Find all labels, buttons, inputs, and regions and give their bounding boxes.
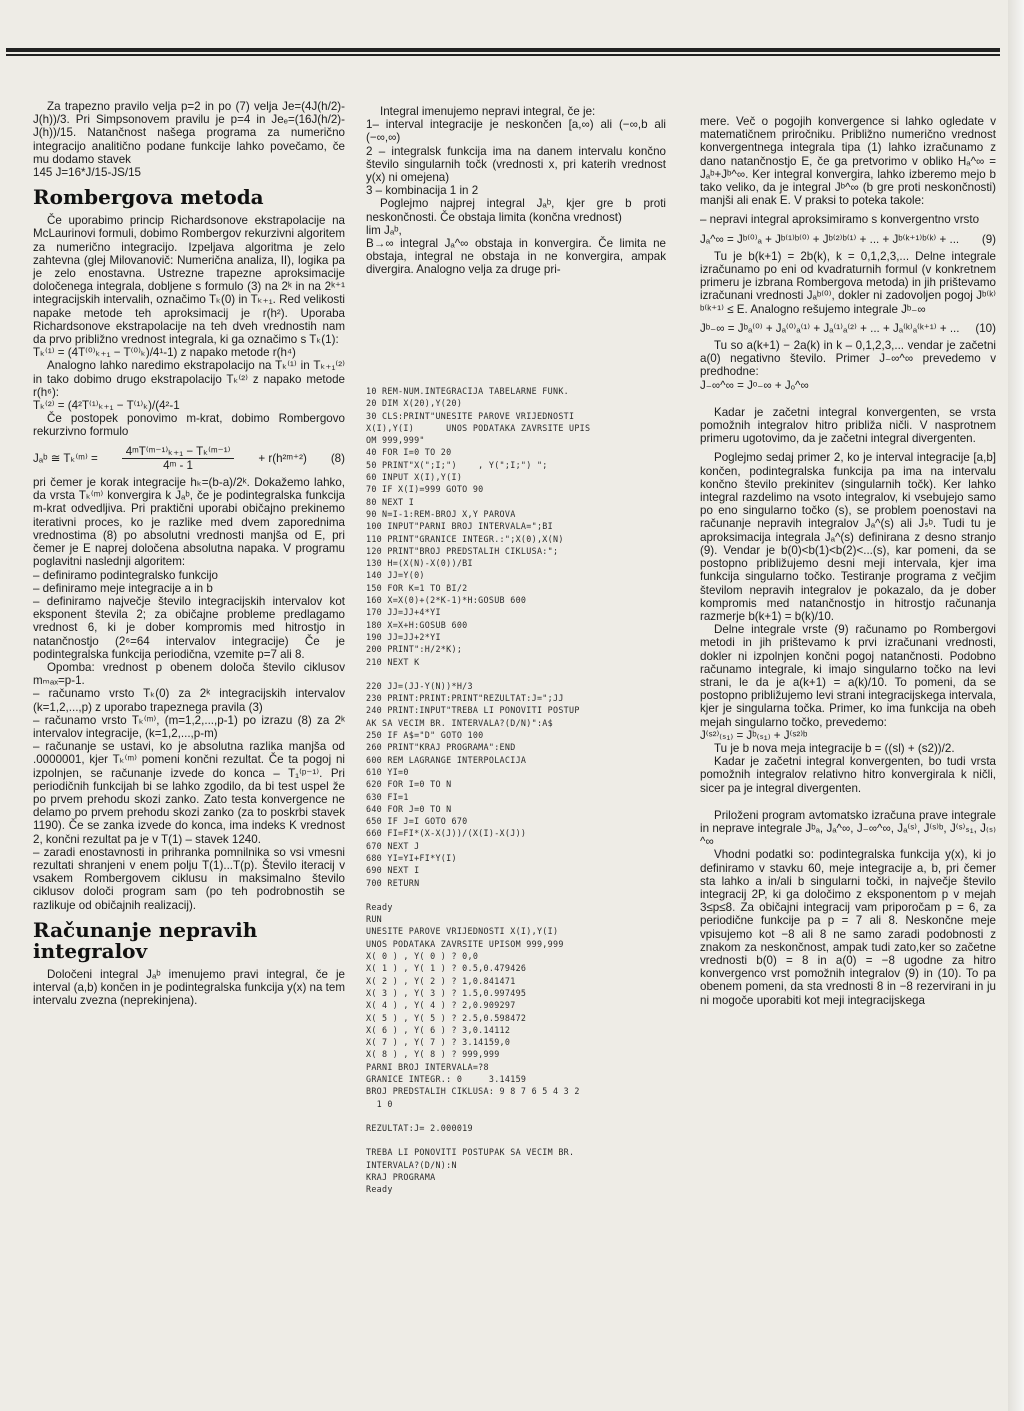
list-item: – definiramo podintegralsko funkcijo bbox=[33, 568, 218, 582]
code-line: 220 JJ=(JJ-Y(N))*H/3 bbox=[366, 680, 473, 691]
code-line: 640 FOR J=0 TO N bbox=[366, 803, 452, 814]
fraction-numerator: 4ᵐT⁽ᵐ⁻¹⁾ₖ₊₁ − Tₖ⁽ᵐ⁻¹⁾ bbox=[122, 445, 235, 459]
code-line: 80 NEXT I bbox=[366, 496, 415, 507]
section-heading-romberg: Rombergova metoda bbox=[33, 185, 264, 210]
paragraph: Tu je b nova meja integracije b = ((sl) + (s2))/2. bbox=[714, 741, 955, 755]
code-line: 40 FOR I=0 TO 20 bbox=[366, 447, 452, 458]
code-line bbox=[366, 1110, 666, 1122]
program-listing bbox=[366, 385, 666, 1195]
column-left bbox=[33, 100, 345, 1007]
code-line: PARNI BROJ INTERVALA=?8 bbox=[366, 1061, 489, 1072]
paragraph: Če uporabimo princip Richardsonove ekstrapolacije na McLaurinovi formuli, dobimo Rombergov rekurzivni algoritem za numerično integracijo. Izpeljava algoritma je zelo zahtevna (glej Milovanovič: Numerična analiza, II), logika pa je zelo enostavna. Ustrezne trapezne aproksimacije določenega integrala, dobljene s formulo (3) na 2ᵏ in na 2ᵏ⁺¹ integracijskih intervalih, označimo Tₖ(0) in Tₖ₊₁. Red velikosti napake metode teh aproksimacij je r(h²). Uporaba Richardsonove ekstrapolacije na teh dveh vrednostih nam da prvo približno vrednost integrala, ki ga označimo s Tₖ(1): bbox=[33, 214, 345, 347]
code-line: 190 JJ=JJ+2*YI bbox=[366, 631, 441, 642]
equation-lhs: Jₐᵇ ≅ Tₖ⁽ᵐ⁾ = bbox=[33, 451, 98, 465]
code-line: Ready bbox=[366, 1184, 393, 1195]
paragraph: Integral imenujemo nepravi integral, če je: bbox=[380, 105, 596, 118]
equation-body: Jᵇ₋∞ = Jᵇₐ⁽⁰⁾ + Jₐ⁽⁰⁾ₐ⁽¹⁾ + Jₐ⁽¹⁾ₐ⁽²⁾ + ... + Jₐ⁽ᵏ⁾ₐ⁽ᵏ⁺¹⁾ + ... bbox=[700, 321, 960, 335]
fraction-denominator: 4ᵐ - 1 bbox=[163, 458, 193, 472]
list-item: 1– interval integracije je neskončen [a,∞) ali (−∞,b ali (−∞,∞) bbox=[366, 118, 666, 145]
list-item: – računamo vrsto Tₖ⁽ᵐ⁾, (m=1,2,...,p-1) po izrazu (8) za 2ᵏ intervalov integracije, (k=1,2,...,p-m) bbox=[33, 713, 345, 740]
equation-9 bbox=[700, 233, 996, 246]
code-line bbox=[366, 889, 666, 901]
code-line: 90 N=I-1:REM-BROJ X,Y PAROVA bbox=[366, 508, 516, 519]
formula-t2: Tₖ⁽²⁾ = (4²T⁽¹⁾ₖ₊₁ − T⁽¹⁾ₖ)/(4²-1 bbox=[33, 399, 180, 413]
code-line: 230 PRINT:PRINT:PRINT"REZULTAT:J=";JJ bbox=[366, 693, 564, 704]
equation-number: (10) bbox=[975, 321, 996, 335]
list-item: – računanje se ustavi, ko je absolutna razlika manjša od .0000001, kjer Tₖ⁽ᵐ⁾ pomeni končni rezultat. Če ta pogoj ni izpolnjen, se računanje izvede do konca – T₁⁽ᵖ⁻¹⁾. Pri periodičnih funkcijah bi se lahko zgodilo, da bi test uspel že po prvem prehodu skozi zanko. Zato testa konvergence ne delamo po prvem prehodu skozi zanko (za to poskrbi stavek 1190). Če se zanka izvede do konca, ima indeks K vrednost 2, končni rezultat pa je v T(1) – stavek 1240. bbox=[33, 740, 345, 846]
code-line: OM 999,999" bbox=[366, 435, 425, 446]
code-line bbox=[366, 668, 666, 680]
paragraph: Priloženi program avtomatsko izračuna prave integrale in neprave integrale Jᵇₐ, Jₐ^∞, J₋∞^∞, Jₐ⁽ˢ⁾, J⁽ˢ⁾ᵇ, J⁽ˢ⁾ₛ₁, J₍ₛ₎^∞ bbox=[700, 808, 996, 849]
code-line: 250 IF A$="D" GOTO 100 bbox=[366, 730, 484, 741]
code-line: 170 JJ=JJ+4*YI bbox=[366, 607, 441, 618]
code-line: X(I),Y(I) UNOS PODATAKA ZAVRSITE UPIS bbox=[366, 422, 591, 433]
code-line: X( 5 ) , Y( 5 ) ? 2.5,0.598472 bbox=[366, 1012, 527, 1023]
paragraph: Kadar je začetni integral konvergenten, se vrsta pomožnih integralov hitro približa ničli. V nasprotnem primeru ugotovimo, da je začetni integral divergenten. bbox=[700, 405, 996, 446]
code-line: INTERVALA?(D/N):N bbox=[366, 1159, 457, 1170]
code-line: UNOS PODATAKA ZAVRSITE UPISOM 999,999 bbox=[366, 938, 564, 949]
code-line: 20 DIM X(20),Y(20) bbox=[366, 398, 463, 409]
paragraph: B→∞ integral Jₐ^∞ obstaja in konvergira. Če limita ne obstaja, integral ne obstaja in ne konvergira, ampak divergira. Analogno velja za druge pri- bbox=[366, 237, 666, 277]
code-line: UNESITE PAROVE VRIJEDNOSTI X(I),Y(I) bbox=[366, 926, 559, 937]
code-line: X( 7 ) , Y( 7 ) ? 3.14159,0 bbox=[366, 1037, 511, 1048]
list-item: – računamo vrsto Tₖ(0) za 2ᵏ integracijskih intervalov (k=1,2,...,p) z uporabo trapeznega pravila (3) bbox=[33, 687, 345, 714]
code-line: 660 FI=FI*(X-X(J))/(X(I)-X(J)) bbox=[366, 828, 527, 839]
equation-rhs: + r(h²ᵐ⁺²) bbox=[258, 451, 307, 465]
limit-expression: lim Jₐᵇ, bbox=[366, 223, 402, 237]
code-line: TREBA LI PONOVITI POSTUPAK SA VECIM BR. bbox=[366, 1147, 575, 1158]
code-line: 240 PRINT:INPUT"TREBA LI PONOVITI POSTUP bbox=[366, 705, 580, 716]
list-item: 2 – integralsk funkcija ima na danem intervalu končno število singularnih točk (vrednosti x, pri katerih vrednost y(x) ni omejena) bbox=[366, 144, 666, 185]
code-line: X( 3 ) , Y( 3 ) ? 1.5,0.997495 bbox=[366, 987, 527, 998]
equation-10 bbox=[700, 322, 996, 335]
equation-number: (8) bbox=[330, 451, 345, 465]
paragraph: Opomba: vrednost p obenem določa število ciklusov mₘₐₓ=p-1. bbox=[33, 660, 345, 688]
paragraph: Kadar je začetni integral konvergenten, bo tudi vrsta pomožnih integralov relativno hitro konvergirala k ničli, sicer pa je integral divergenten. bbox=[700, 755, 996, 795]
equation-12: J⁽ˢ²⁾₍ₛ₁₎ = Jᵇ₍ₛ₁₎ + J⁽ˢ²⁾ᵇ bbox=[700, 728, 808, 742]
paragraph: pri čemer je korak integracije hₖ=(b-a)/2ᵏ. Dokažemo lahko, da vrsta Tₖ⁽ᵐ⁾ konvergira k Jₐᵇ, če je podintegralska funkcija m-krat odvedljiva. Pri praktični uporabi običajno prekinemo iterativni proces, ko je razlike med dvem zaporednima vrednostima (8) po absolutni vrednosti manjša od E, pri čemer je E naprej določena absolutna napaka. V programu poglavitni naslednji algoritem: bbox=[33, 476, 345, 569]
code-line: 200 PRINT":H/2*K); bbox=[366, 644, 463, 655]
code-line: 180 X=X+H:GOSUB 600 bbox=[366, 619, 468, 630]
page-edge bbox=[1008, 0, 1024, 1411]
code-line: Ready bbox=[366, 901, 393, 912]
code-line: 120 PRINT"BROJ PREDSTALIH CIKLUSA:"; bbox=[366, 545, 559, 556]
equation-fraction bbox=[122, 445, 235, 472]
equation-number: (9) bbox=[981, 232, 996, 246]
code-line: 10 REM-NUM.INTEGRACIJA TABELARNE FUNK. bbox=[366, 386, 570, 396]
code-line: 680 YI=YI+FI*Y(I) bbox=[366, 852, 457, 863]
paragraph: Vhodni podatki so: podintegralska funkcija y(x), ki jo definiramo v stavku 60, meje integracije a, b, pri čemer sta lahko a in/ali b singularni točki, in največje število integracij 2P, ki ga določimo z eksponentom p v mejah 3≤p≤8. Za običajni integracij vam priporočam p = 6, za periodične funkcije pa p = 7 ali 8. Neskončne meje vpisujemo kot −8 ali 8 ne samo zaradi podobnosti z znakom za neskončnost, ampak tudi zato,ker so začetne vrednosti b(0) = 8 in a(0) = −8 ugodne za hitro konvergenco vrst pomožnih integralov (9) in (10). To pa obenem pomeni, da sta vrednosti 8 in −8 rezervirani in ju ni mogoče uporabiti kot meji integracijskega bbox=[700, 848, 996, 1007]
paragraph: Poglejmo sedaj primer 2, ko je interval integracije [a,b] končen, podintegralska funkcija pa ima na intervalu končno število prekinitev (singularnih točk). Ker lahko integral razdelimo na vsoto integralov, ki vsebujejo samo po eno singularno točko (s), se problem poenostavi na računanje nepravih integralov Jₐ^(s) ali Jₛᵇ. Tudi tu je aproksimacija integrala Jₐ^(s) definirana z desno stranjo (9). Vendar je b(0)<b(1)<b(2)<...(s), kar pomeni, da se postopno približujemo desni meji intervala, kjer ima funkcija singularno točko. Testiranje programa z večjim številom nepravih integralov je pokazalo, da je dober kompromis med natančnostjo in hitrostjo računanja razmerje b(k+1) = b(k)/10. bbox=[700, 451, 996, 623]
code-line: 150 FOR K=1 TO BI/2 bbox=[366, 582, 468, 593]
code-line: RUN bbox=[366, 914, 383, 925]
code-line: 610 YI=0 bbox=[366, 766, 409, 777]
paragraph: Tu je b(k+1) = 2b(k), k = 0,1,2,3,... Delne integrale izračunamo po eni od kvadraturnih formul (v konkretnem primeru je izbrana Rombergova metoda) in jih prištevamo izračunani vrednosti Jₐᵇ⁽⁰⁾, dokler ni zadovoljen pogoj Jᵇ⁽ᵏ⁾ᵇ⁽ᵏ⁺¹⁾ ≤ E. Analogno rešujemo integrale Jᵇ₋∞ bbox=[700, 249, 996, 316]
paragraph: Delne integrale vrste (9) računamo po Rombergovi metodi in jih prištevamo k prvi izračunani vrednosti, dokler ni izpolnjen končni pogoj natančnosti. Podobno računamo integrale, ki imajo singularno točko na levi strani, le da je a(k+1) = a(k)/10. To pomeni, da se postopno približujemo levi strani integracijskega intervala, kjer je singularna točka. Primer, ko ima funkcija na obeh mejah singularno točko, prevedemo: bbox=[700, 623, 996, 729]
code-line: 700 RETURN bbox=[366, 877, 420, 888]
section-heading-improper: Računanje nepravih integralov bbox=[33, 917, 258, 963]
code-line: 600 REM LAGRANGE INTERPOLACIJA bbox=[366, 754, 527, 765]
basic-statement: 145 J=16*J/15-JS/15 bbox=[33, 166, 141, 180]
code-line: 1 0 bbox=[366, 1098, 393, 1109]
code-line: 100 INPUT"PARNI BROJ INTERVALA=";BI bbox=[366, 521, 553, 532]
code-line: BROJ PREDSTALIH CIKLUSA: 9 8 7 6 5 4 3 2 bbox=[366, 1086, 580, 1097]
code-line: 60 INPUT X(I),Y(I) bbox=[366, 472, 463, 483]
code-line: 30 CLS:PRINT"UNESITE PAROVE VRIJEDNOSTI bbox=[366, 410, 575, 421]
code-line: KRAJ PROGRAMA bbox=[366, 1171, 436, 1182]
paragraph: Če postopek ponovimo m-krat, dobimo Rombergovo rekurzivno formulo bbox=[33, 412, 345, 439]
code-line: 210 NEXT K bbox=[366, 656, 420, 667]
list-item: – zaradi enostavnosti in prihranka pomnilnika so vsi vmesni rezultati shranjeni v enem polju T(1)...T(p). Število iteracij v vsakem Rombergovem ciklusu in maksimalno število ciklusov določi program sam (po teh podrobnostih se razlikuje od običajnih realizacij). bbox=[33, 845, 345, 912]
code-line: 260 PRINT"KRAJ PROGRAMA":END bbox=[366, 742, 516, 753]
code-line: 130 H=(X(N)-X(0))/BI bbox=[366, 558, 473, 569]
equation-body: Jₐ^∞ = Jᵇ⁽⁰⁾ₐ + Jᵇ⁽¹⁾ᵇ⁽⁰⁾ + Jᵇ⁽²⁾ᵇ⁽¹⁾ + ... + Jᵇ⁽ᵏ⁺¹⁾ᵇ⁽ᵏ⁾ + ... bbox=[700, 232, 960, 246]
list-item: – definiramo meje integracije a in b bbox=[33, 581, 213, 595]
code-line: 50 PRINT"X(";I;") , Y(";I;") "; bbox=[366, 459, 548, 470]
code-line: 630 FI=1 bbox=[366, 791, 409, 802]
column-right bbox=[700, 115, 996, 1007]
code-line: 70 IF X(I)=999 GOTO 90 bbox=[366, 484, 484, 495]
paragraph: Analogno lahko naredimo ekstrapolacijo na Tₖ⁽¹⁾ in Tₖ₊₁⁽²⁾ in tako dobimo drugo ekstrapolacijo Tₖ⁽²⁾ z napako metode r(h⁶): bbox=[33, 359, 345, 399]
code-line: 670 NEXT J bbox=[366, 840, 420, 851]
code-line: X( 8 ) , Y( 8 ) ? 999,999 bbox=[366, 1049, 500, 1060]
list-item: 3 – kombinacija 1 in 2 bbox=[366, 184, 479, 198]
header-rule bbox=[6, 48, 1000, 52]
paragraph: – nepravi integral aproksimiramo s konvergentno vrsto bbox=[700, 213, 980, 227]
paragraph: Tu so a(k+1) − 2a(k) in k – 0,1,2,3,... vendar je začetni a(0) negativno število. Primer J₋∞^∞ prevedemo v predhodne: bbox=[700, 339, 996, 379]
paragraph: mere. Več o pogojih konvergence si lahko ogledate v matematičnem priročniku. Približno numerično vrednost konvergentnega integrala tipa (1) lahko izračunamo z dano natančnostjo E, če ga pretvorimo v obliko Hₐ^∞ = Jₐᵇ+Jᵇ^∞. Ker integral konvergira, lahko izberemo mejo b tako veliko, da je integral Jᵇ^∞ (b gre proti neskončnosti) manjši ali enak E. V praksi to poteka takole: bbox=[700, 115, 996, 208]
paragraph: Določeni integral Jₐᵇ imenujemo pravi integral, če je interval (a,b) končen in je podintegralska funkcija y(x) na tem intervalu zvezna (neprekinjena). bbox=[33, 967, 345, 1008]
column-middle bbox=[366, 105, 666, 277]
code-line: GRANICE INTEGR.: 0 3.14159 bbox=[366, 1074, 527, 1085]
paragraph: Poglejmo najprej integral Jₐᵇ, kjer gre b proti neskončnosti. Če obstaja limita (končna vrednost) bbox=[366, 197, 666, 224]
code-line: 160 X=X(0)+(2*K-1)*H:GOSUB 600 bbox=[366, 595, 527, 606]
equation-11: J₋∞^∞ = Jᵒ₋∞ + Jₒ^∞ bbox=[700, 378, 809, 392]
code-line: X( 2 ) , Y( 2 ) ? 1,0.841471 bbox=[366, 975, 516, 986]
code-line: X( 1 ) , Y( 1 ) ? 0.5,0.479426 bbox=[366, 963, 527, 974]
code-line: 690 NEXT I bbox=[366, 865, 420, 876]
code-line: X( 4 ) , Y( 4 ) ? 2,0.909297 bbox=[366, 1000, 516, 1011]
code-line bbox=[366, 1134, 666, 1146]
code-line: 110 PRINT"GRANICE INTEGR.:";X(0),X(N) bbox=[366, 533, 564, 544]
formula-t1: Tₖ⁽¹⁾ = (4T⁽⁰⁾ₖ₊₁ − T⁽⁰⁾ₖ)/4¹-1) z napako metode r(h⁴) bbox=[33, 346, 296, 360]
header-rule-thin bbox=[6, 54, 1000, 56]
code-line: AK SA VECIM BR. INTERVALA?(D/N)":A$ bbox=[366, 717, 553, 728]
code-line: 140 JJ=Y(0) bbox=[366, 570, 425, 581]
code-line: 650 IF J=I GOTO 670 bbox=[366, 816, 468, 827]
code-line: X( 0 ) , Y( 0 ) ? 0,0 bbox=[366, 951, 479, 962]
code-line: X( 6 ) , Y( 6 ) ? 3,0.14112 bbox=[366, 1024, 511, 1035]
equation-8 bbox=[33, 445, 345, 472]
code-line: 620 FOR I=0 TO N bbox=[366, 779, 452, 790]
code-line: REZULTAT:J= 2.000019 bbox=[366, 1122, 473, 1133]
paragraph: Za trapezno pravilo velja p=2 in po (7) velja Je=(4J(h/2)-J(h))/3. Pri Simpsonovem pravilu je p=4 in Jeₑ=(16J(h/2)-J(h))/15. Natančnost našega programa za numerično integracijo analitično podane funkcije lahko povečamo, če mu dodamo stavek bbox=[33, 100, 345, 166]
list-item: – definiramo največje število integracijskih intervalov kot eksponent števila 2; za običajne probleme predlagamo vrednost 6, ki je dober kompromis med hitrostjo in natančnostjo (2⁶=64 intervalov integracije) Če je podintegralska funkcija periodična, vzemite p=7 ali 8. bbox=[33, 594, 345, 661]
